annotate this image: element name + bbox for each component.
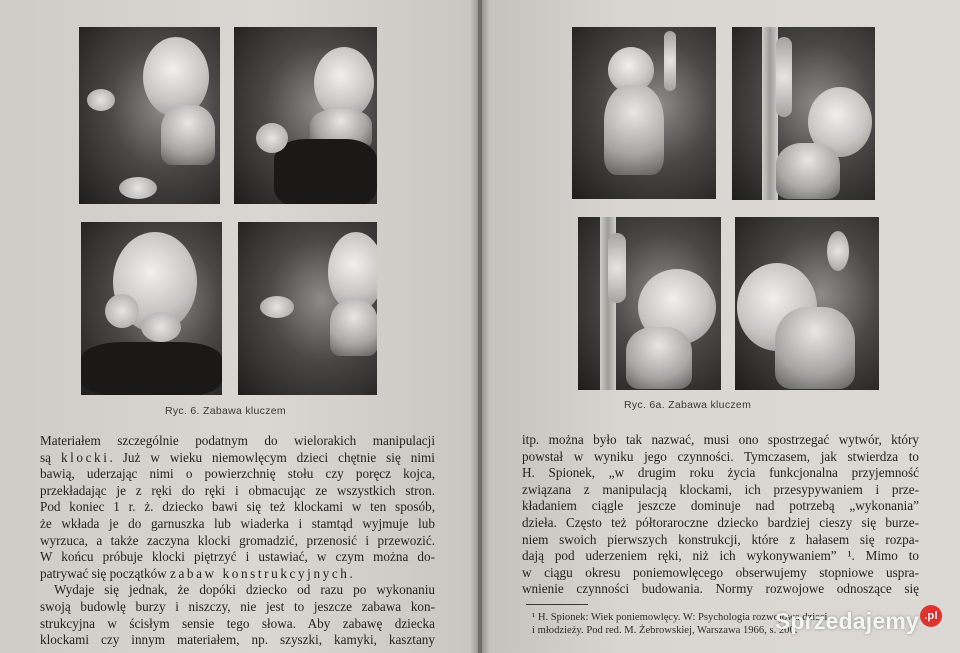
left-page [0,0,478,653]
right-body-text [522,432,919,598]
text-line: że wkłada je do garnuszka lub wiaderka i stamtąd wyjmuje lub [40,515,435,531]
text-line: przekładając je z ręki do ręki i obmacując ze wszystkich stron. [40,482,435,498]
footnote-line: i młodzieży. Pod red. M. Żebrowskiej, Warszawa 1966, s. 200. [532,625,798,637]
photo-child-standing-1 [572,27,716,199]
text-line: niem swoich pierwszych konstrukcji, które z hałasem się rozpa- [522,531,919,547]
text-line: H. Spionek, „w drugim roku życia funkcjonalna przyjemność [522,465,919,481]
text-line: w ciągu okresu poniemowlęcego obserwujemy stopniowe uspra- [522,564,919,580]
left-body-text [40,433,435,649]
photo-child-standing-3 [578,217,721,390]
photo-child-standing-2 [732,27,875,200]
emphasis-zabaw: zabaw konstrukcyjnych [170,565,350,581]
photo-child-key-3 [81,222,222,395]
watermark-logo [775,608,942,635]
text-line: W końcu próbuje klocki piętrzyć i ustawiać, w czym można do- [40,549,435,565]
text-line: patrywać się początków zabaw konstrukcyjnych. [40,565,353,581]
photo-child-key-4 [238,222,377,395]
figure-caption-right: Ryc. 6a. Zabawa kluczem [624,399,752,411]
text-line: klockami czy innym materiałem, np. szyszki, kamyki, kasztany [40,632,435,648]
watermark-tld-badge: .pl [920,605,942,627]
text-line: dają pod uderzeniem ręki, niż ich wykonywaniem” ¹. Mimo to [522,548,919,564]
text-line: itp. można było tak nazwać, musi ono spostrzegać wytwór, który [522,432,919,447]
text-line: powstał w wyniku jego czynności. Tymczasem, jak stwierdza to [522,448,919,464]
emphasis-klocki: klocki [60,449,110,465]
text-line: bawią, uderzając nimi o powierzchnię stołu czy poręcz kojca, [40,466,435,482]
text-line: strukcyjna w ścisłym sensie tego słowa. Aby zabawę dziecka [40,615,435,631]
text-line: dzieła. Często też półtoraroczne dziecko bardziej cieszy się burze- [522,514,919,530]
footnote-line: ¹ H. Spionek: Wiek poniemowlęcy. W: Psychologia rozwojowa dzieci [532,612,828,623]
text-line: kładaniem ciągle jeszcze dominuje nad potrzebą „wykonania” [522,498,919,514]
text-line: swoją budowlę burzy i niszczy, nie jest to jeszcze zabawa kon- [40,598,435,614]
text-line: Materiałem szczególnie podatnym do wielorakich manipulacji [40,433,435,448]
right-page [482,0,960,653]
photo-child-standing-4 [735,217,879,390]
text-line: Wydaje się jednak, że dopóki dziecko od razu po wykonaniu [54,582,435,598]
text-line: wnienie czynności budowania. Normy rozwojowe odnoszące się [522,581,919,597]
photo-child-key-2 [234,27,377,204]
text-line: wyrzuca, a także zaczyna klocki gromadzić, przenosić i przewozić. [40,532,435,548]
text-line: Pod koniec 1 r. ż. dziecko bawi się też klockami w ten sposób, [40,499,435,515]
figure-caption-left: Ryc. 6. Zabawa kluczem [165,405,286,417]
footnote-rule [526,604,588,605]
text-line: są klocki. Już w wieku niemowlęcym dzieci chętnie się nimi [40,449,435,465]
text-line: związana z manipulacją klockami, ich przesypywaniem i prze- [522,481,919,497]
photo-child-key-1 [79,27,220,204]
book-gutter [470,0,490,653]
watermark-brand: Sprzedajemy [774,608,919,634]
